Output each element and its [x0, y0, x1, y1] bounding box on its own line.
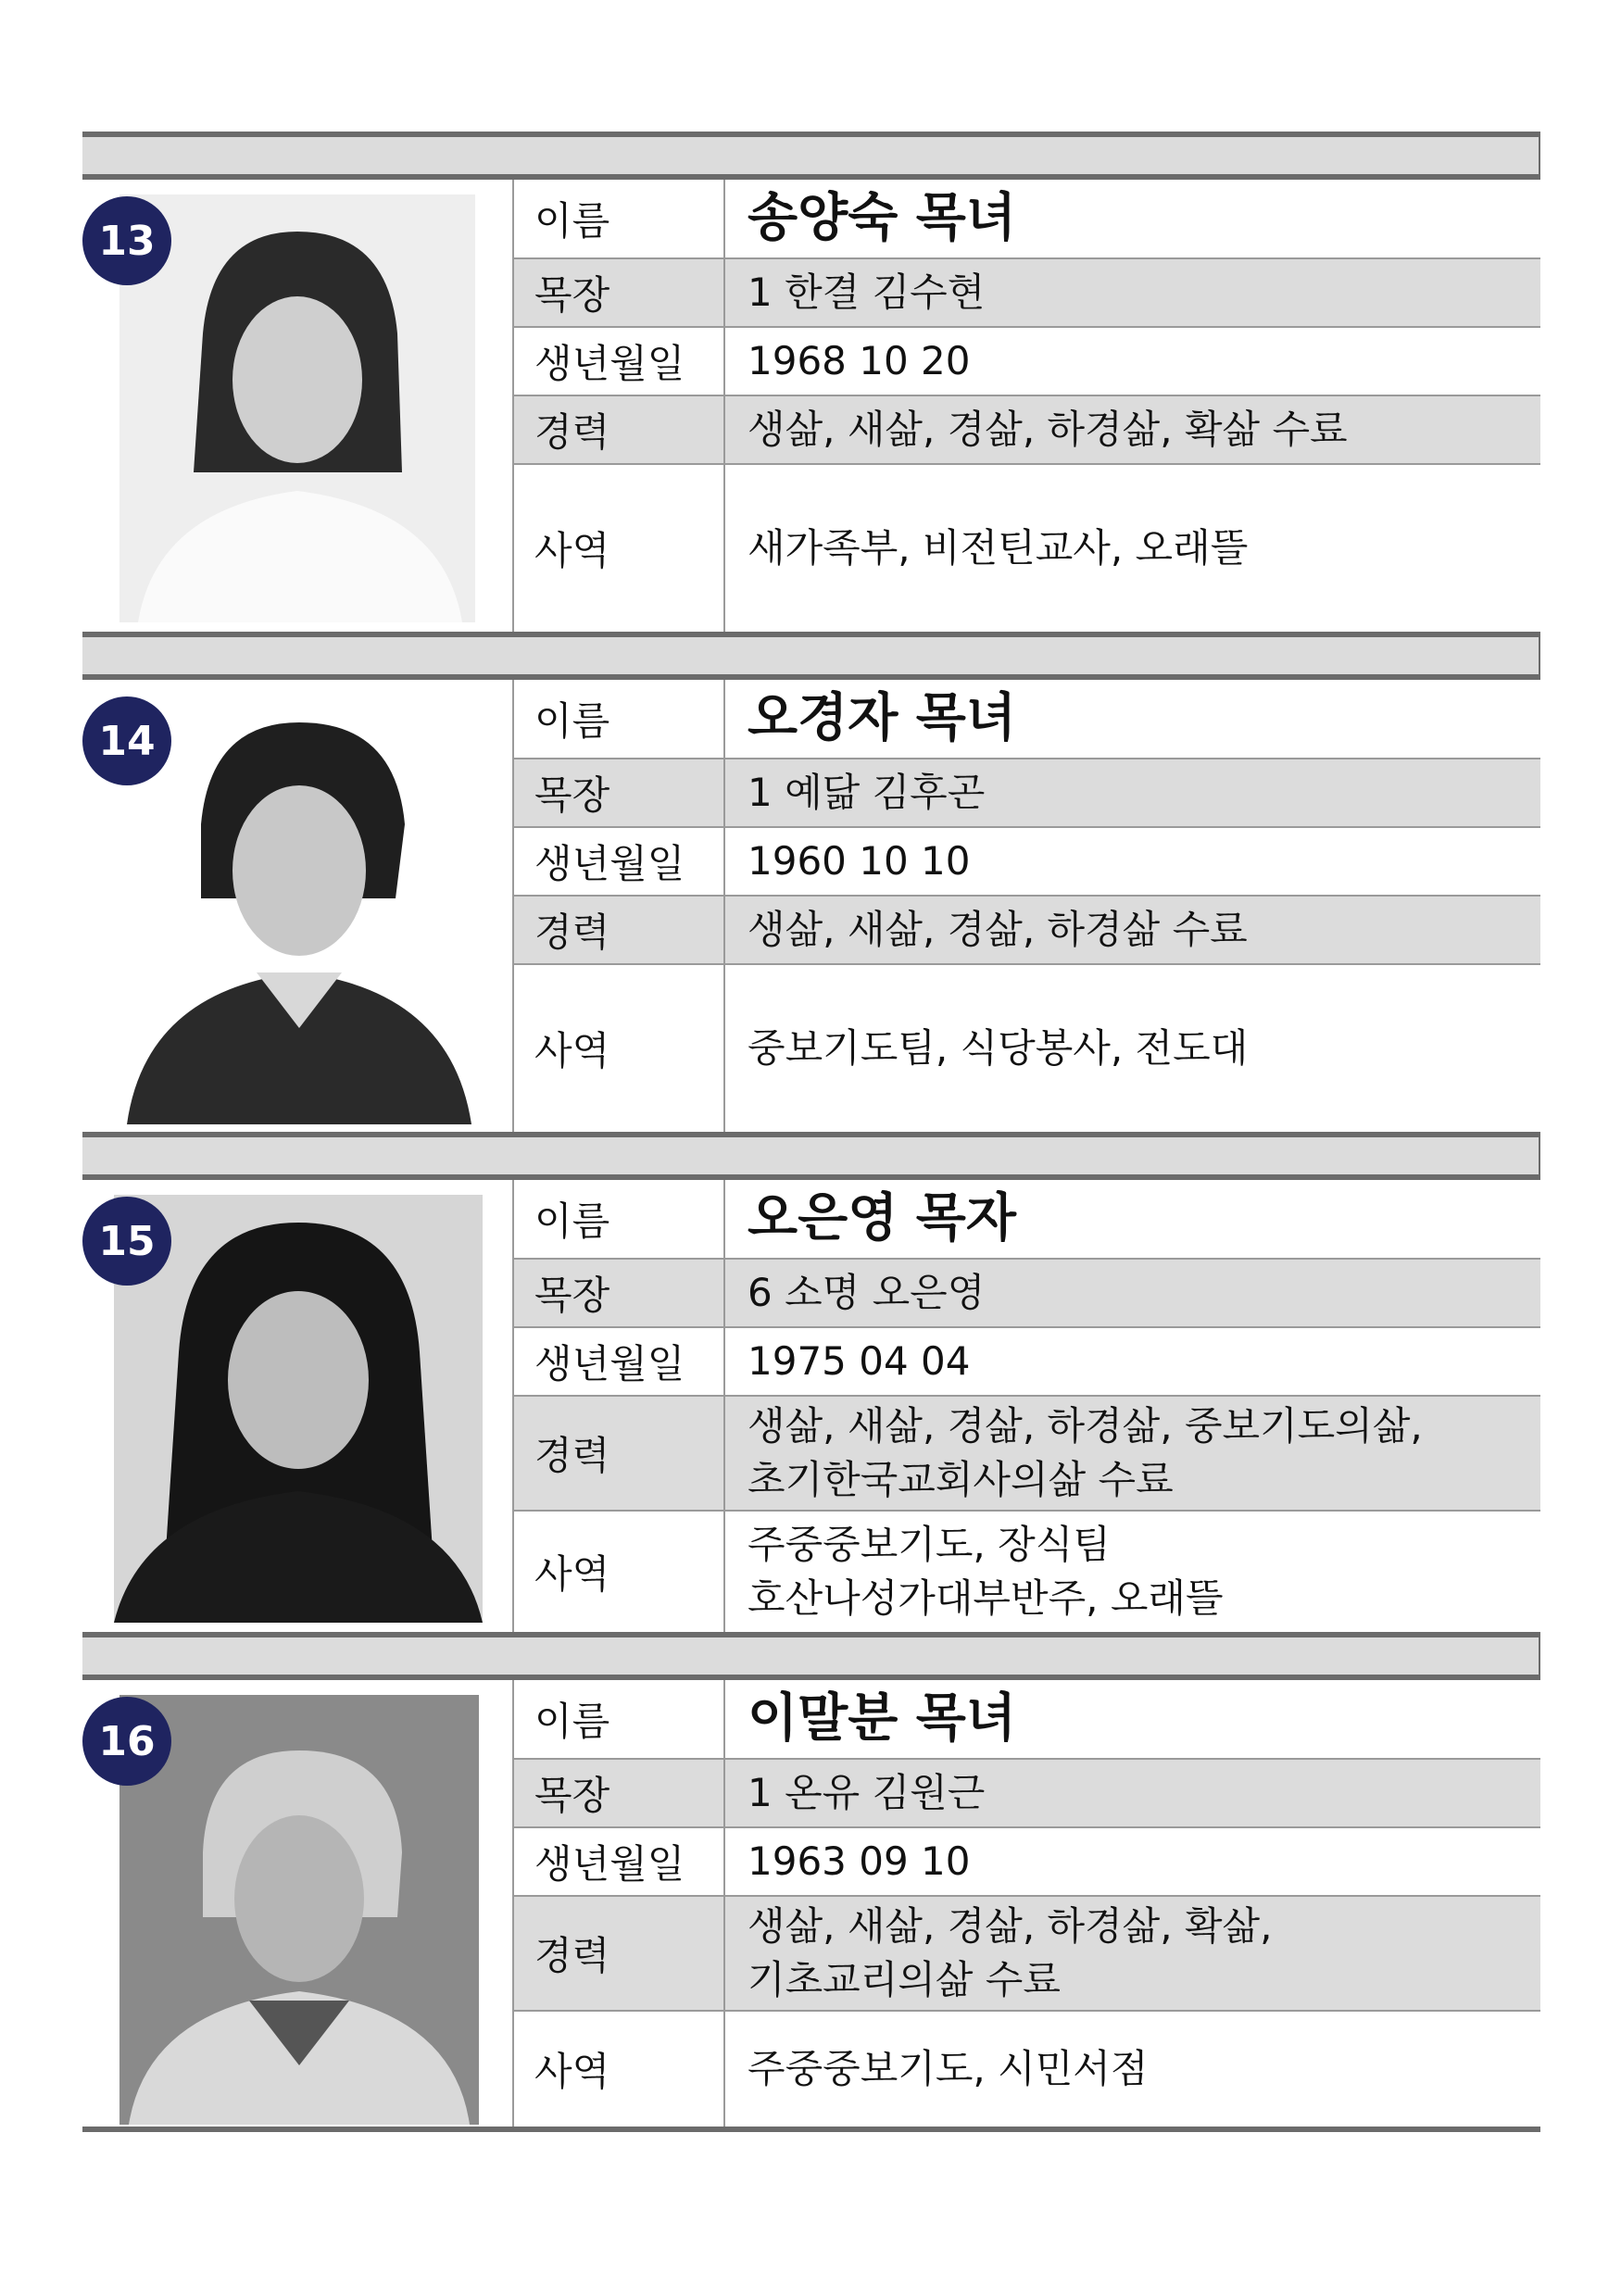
profile-entry — [82, 180, 1540, 632]
label-career: 경력 — [514, 1397, 725, 1510]
career-line: 생삶, 새삶, 경삶, 하경삶, 확삶 수료 — [748, 407, 1348, 452]
entry-number-badge: 15 — [82, 1197, 171, 1286]
value-mokjang: 1 예닮 김후곤 — [748, 770, 986, 815]
value-mokjang: 1 온유 김원근 — [748, 1770, 986, 1815]
entry-number-badge: 14 — [82, 696, 171, 785]
row-name — [514, 1180, 1540, 1260]
value-ministry — [725, 521, 1248, 575]
profile-photo — [119, 194, 475, 622]
portrait-placeholder-icon — [114, 1195, 483, 1623]
row-ministry — [514, 465, 1540, 632]
row-birth — [514, 828, 1540, 897]
value-ministry — [725, 1518, 1224, 1625]
value-name: 오경자 목녀 — [748, 688, 1016, 748]
label-name: 이름 — [514, 1180, 725, 1258]
ministry-line: 주중중보기도, 시민서점 — [748, 2046, 1149, 2091]
row-name — [514, 1680, 1540, 1760]
row-ministry — [514, 2012, 1540, 2127]
row-ministry — [514, 1512, 1540, 1632]
label-birth: 생년월일 — [514, 1328, 725, 1395]
entry-number-badge: 16 — [82, 1697, 171, 1786]
label-ministry: 사역 — [514, 965, 725, 1132]
label-birth: 생년월일 — [514, 328, 725, 395]
section-header-band — [82, 1632, 1540, 1680]
row-career — [514, 1397, 1540, 1512]
value-ministry — [725, 2042, 1148, 2096]
ministry-line: 새가족부, 비전틴교사, 오래뜰 — [748, 525, 1249, 571]
entry-number-badge: 13 — [82, 196, 171, 285]
value-career — [725, 403, 1348, 457]
label-birth: 생년월일 — [514, 828, 725, 895]
value-ministry — [725, 1022, 1248, 1075]
value-name: 송양숙 목녀 — [748, 188, 1016, 248]
profile-info-table — [512, 1180, 1540, 1632]
label-name: 이름 — [514, 680, 725, 758]
row-mokjang — [514, 1760, 1540, 1828]
value-birth: 1968 10 20 — [748, 338, 971, 383]
value-mokjang: 1 한결 김수현 — [748, 270, 986, 315]
career-line: 생삶, 새삶, 경삶, 하경삶, 중보기도의삶, — [748, 1403, 1423, 1449]
section-header-band — [82, 632, 1540, 680]
row-name — [514, 680, 1540, 759]
row-ministry — [514, 965, 1540, 1132]
profile-info-table — [512, 180, 1540, 632]
ministry-line: 중보기도팀, 식당봉사, 전도대 — [748, 1025, 1249, 1071]
career-line: 생삶, 새삶, 경삶, 하경삶, 확삶, — [748, 1903, 1273, 1949]
label-birth: 생년월일 — [514, 1828, 725, 1895]
label-ministry: 사역 — [514, 465, 725, 632]
label-mokjang: 목장 — [514, 259, 725, 326]
value-birth: 1960 10 10 — [748, 838, 971, 884]
ministry-line: 주중중보기도, 장식팀 — [748, 1522, 1111, 1567]
value-career — [725, 1399, 1423, 1507]
career-line: 생삶, 새삶, 경삶, 하경삶 수료 — [748, 907, 1248, 952]
row-mokjang — [514, 1260, 1540, 1328]
profile-section-15 — [82, 1132, 1540, 1632]
portrait-placeholder-icon — [119, 194, 475, 622]
value-career — [725, 1900, 1272, 2007]
row-career — [514, 1897, 1540, 2012]
label-career: 경력 — [514, 897, 725, 963]
profile-photo — [119, 1695, 479, 2125]
section-header-band — [82, 132, 1540, 180]
value-birth: 1975 04 04 — [748, 1338, 971, 1384]
label-mokjang: 목장 — [514, 1260, 725, 1326]
portrait-placeholder-icon — [119, 1695, 479, 2125]
profile-info-table — [512, 1680, 1540, 2127]
label-career: 경력 — [514, 1897, 725, 2010]
label-name: 이름 — [514, 1680, 725, 1758]
row-birth — [514, 1328, 1540, 1397]
profile-page — [82, 132, 1540, 2132]
label-ministry: 사역 — [514, 2012, 725, 2127]
profile-entry — [82, 1680, 1540, 2132]
profile-entry — [82, 1180, 1540, 1632]
row-birth — [514, 1828, 1540, 1897]
row-career — [514, 396, 1540, 465]
row-mokjang — [514, 259, 1540, 328]
profile-section-16 — [82, 1632, 1540, 2132]
profile-section-13 — [82, 132, 1540, 632]
label-name: 이름 — [514, 180, 725, 257]
section-header-band — [82, 1132, 1540, 1180]
value-birth: 1963 09 10 — [748, 1838, 971, 1884]
profile-info-table — [512, 680, 1540, 1132]
row-name — [514, 180, 1540, 259]
row-birth — [514, 328, 1540, 396]
profile-photo — [127, 695, 471, 1124]
label-mokjang: 목장 — [514, 1760, 725, 1826]
label-mokjang: 목장 — [514, 759, 725, 826]
row-career — [514, 897, 1540, 965]
ministry-line: 호산나성가대부반주, 오래뜰 — [748, 1575, 1224, 1621]
row-mokjang — [514, 759, 1540, 828]
profile-photo — [114, 1195, 483, 1623]
career-line: 기초교리의삶 수료 — [748, 1957, 1061, 2002]
label-ministry: 사역 — [514, 1512, 725, 1632]
career-line: 초기한국교회사의삶 수료 — [748, 1457, 1174, 1502]
value-name: 이말분 목녀 — [748, 1688, 1016, 1749]
portrait-placeholder-icon — [127, 695, 471, 1124]
profile-section-14 — [82, 632, 1540, 1132]
profile-entry — [82, 680, 1540, 1132]
value-career — [725, 903, 1248, 957]
label-career: 경력 — [514, 396, 725, 463]
value-name: 오은영 목자 — [748, 1188, 1016, 1248]
value-mokjang: 6 소명 오은영 — [748, 1270, 986, 1315]
